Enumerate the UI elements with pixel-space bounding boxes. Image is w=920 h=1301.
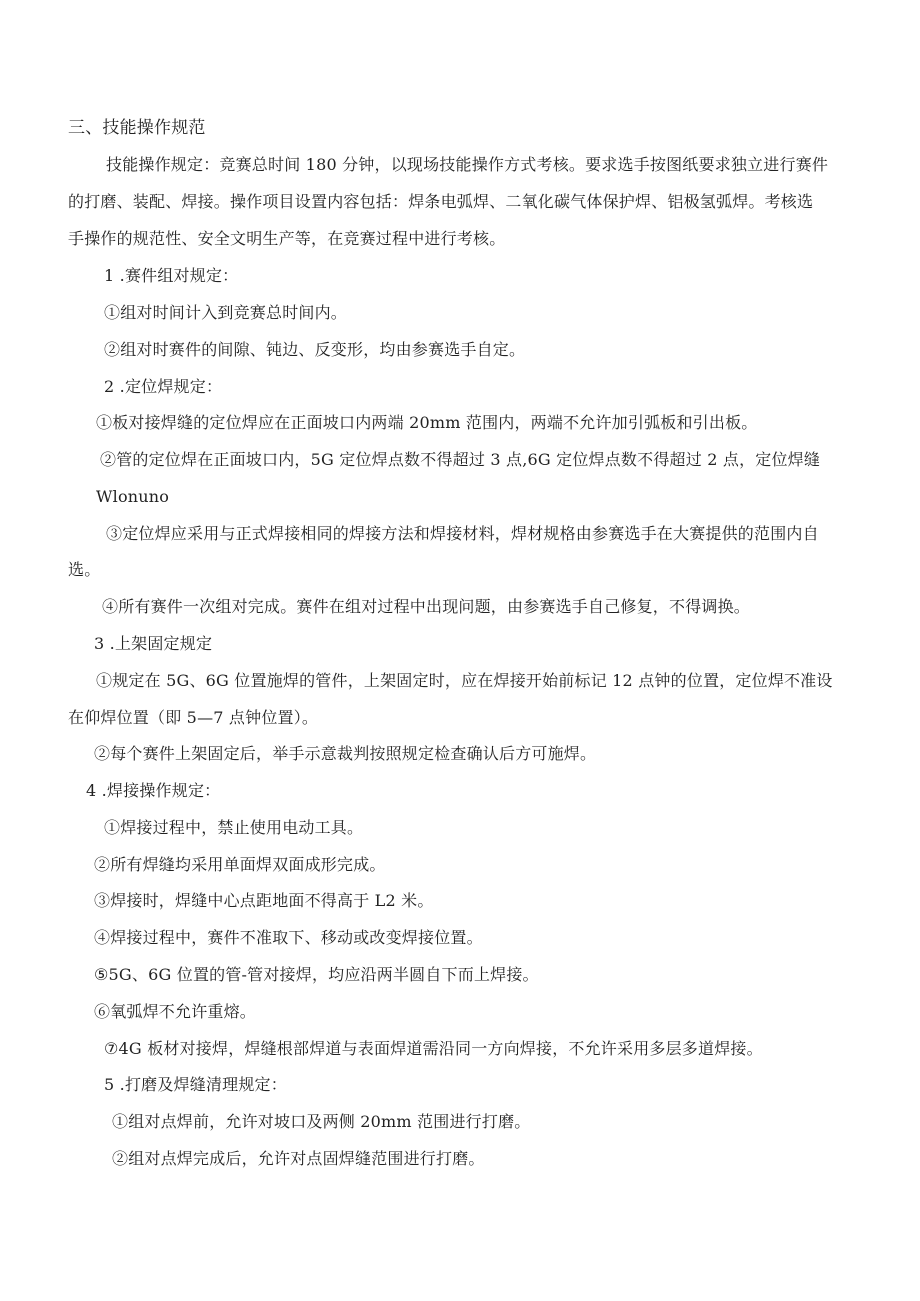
section-2-item-3-cont: 选。 — [68, 560, 101, 579]
intro-line-2: 的打磨、装配、焊接。操作项目设置内容包括：焊条电弧焊、二氧化碳气体保护焊、铝极氢弧焊。考核选 — [68, 192, 814, 211]
section-5-item-1: ①组对点焊前，允许对坡口及两侧 20mm 范围进行打磨。 — [112, 1112, 531, 1131]
intro-line-3: 手操作的规范性、安全文明生产等，在竞赛过程中进行考核。 — [68, 229, 506, 248]
section-4-item-4: ④焊接过程中，赛件不准取下、移动或改变焊接位置。 — [94, 928, 483, 947]
section-2-item-2: ②管的定位焊在正面坡口内，5G 定位焊点数不得超过 3 点,6G 定位焊点数不得超过 2 点，定位焊缝 — [100, 450, 821, 469]
section-3-title: 3 .上架固定规定 — [94, 634, 213, 653]
section-2-title: 2 .定位焊规定： — [104, 377, 223, 396]
section-1-title: 1 .赛件组对规定： — [104, 266, 239, 285]
section-1-item-1: ①组对时间计入到竞赛总时间内。 — [104, 303, 348, 322]
section-4-title: 4 .焊接操作规定： — [86, 781, 221, 800]
section-5-item-2: ②组对点焊完成后，允许对点固焊缝范围进行打磨。 — [112, 1149, 485, 1168]
section-4-item-6: ⑥氧弧焊不允许重熔。 — [94, 1002, 257, 1021]
section-4-item-2: ②所有焊缝均采用单面焊双面成形完成。 — [94, 855, 386, 874]
section-4-item-3: ③焊接时，焊缝中心点距地面不得高于 L2 米。 — [94, 891, 434, 910]
section-1-item-2: ②组对时赛件的间隙、钝边、反变形，均由参赛选手自定。 — [104, 340, 526, 359]
section-2-item-1: ①板对接焊缝的定位焊应在正面坡口内两端 20mm 范围内，两端不允许加引弧板和引出板。 — [96, 413, 758, 432]
section-4-item-7: ⑦4G 板材对接焊，焊缝根部焊道与表面焊道需沿同一方向焊接，不允许采用多层多道焊接。 — [104, 1039, 763, 1058]
section-3-item-2: ②每个赛件上架固定后，举手示意裁判按照规定检查确认后方可施焊。 — [94, 744, 597, 763]
section-2-item-4: ④所有赛件一次组对完成。赛件在组对过程中出现问题，由参赛选手自己修复，不得调换。 — [102, 597, 751, 616]
section-2-item-2-cont: Wlonuno — [96, 487, 170, 506]
section-heading: 三、技能操作规范 — [68, 118, 206, 138]
section-5-title: 5 .打磨及焊缝清理规定： — [104, 1075, 287, 1094]
section-4-item-5: ⑤5G、6G 位置的管-管对接焊，均应沿两半圆自下而上焊接。 — [94, 965, 539, 984]
section-3-item-1-cont: 在仰焊位置（即 5—7 点钟位置）。 — [68, 708, 319, 727]
section-2-item-3: ③定位焊应采用与正式焊接相同的焊接方法和焊接材料，焊材规格由参赛选手在大赛提供的范围内自 — [106, 524, 819, 543]
section-4-item-1: ①焊接过程中，禁止使用电动工具。 — [104, 818, 364, 837]
intro-line-1: 技能操作规定：竞赛总时间 180 分钟，以现场技能操作方式考核。要求选手按图纸要求独立进行赛件 — [106, 155, 829, 174]
section-3-item-1: ①规定在 5G、6G 位置施焊的管件，上架固定时，应在焊接开始前标记 12 点钟的位置，定位焊不准设 — [96, 671, 833, 690]
